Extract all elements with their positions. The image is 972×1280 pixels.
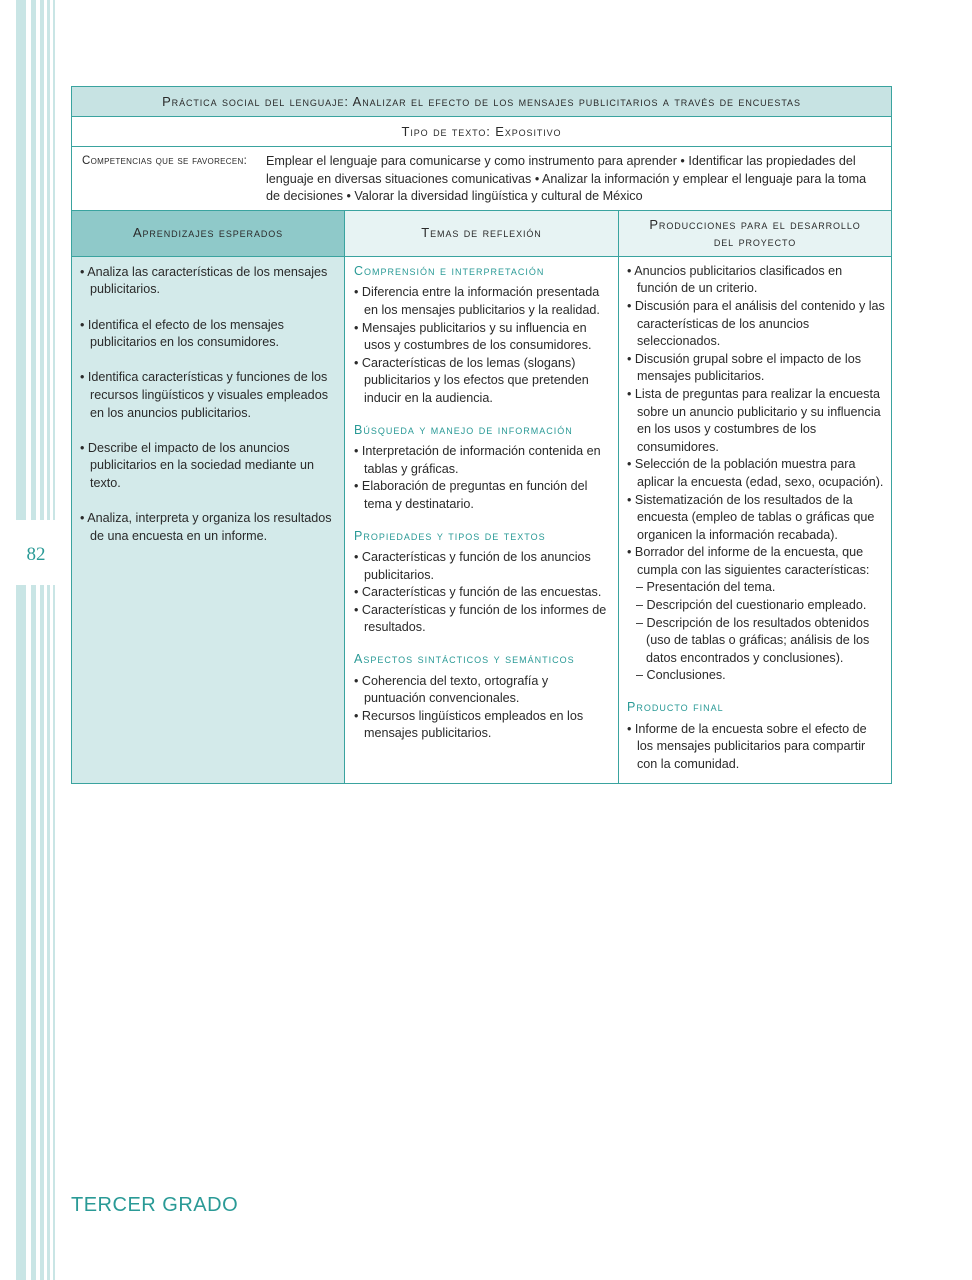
list-item: • Elaboración de preguntas en función del tema y destinatario. — [354, 478, 612, 513]
header-aprendizajes: Aprendizajes esperados — [72, 210, 345, 256]
decorative-stripe — [40, 585, 44, 1280]
list-item: • Características y función de las encuestas. — [354, 584, 612, 602]
decorative-stripe — [53, 0, 55, 520]
decorative-stripe — [16, 0, 26, 520]
list-item: • Discusión para el análisis del contenido y las características de los anuncios seleccionados. — [627, 298, 885, 351]
decorative-stripe — [16, 585, 26, 1280]
list-item: • Sistematización de los resultados de la encuesta (empleo de tablas o gráficas que organicen la información recabada). — [627, 492, 885, 545]
decorative-stripe — [53, 585, 55, 1280]
practica-social: Práctica social del lenguaje: Analizar el efecto de los mensajes publicitarios a través de encuestas — [72, 87, 892, 117]
list-item: • Describe el impacto de los anuncios publicitarios en la sociedad mediante un texto. — [80, 440, 338, 493]
footer-grade: TERCER GRADO — [71, 1194, 239, 1216]
sub-item: – Descripción de los resultados obtenidos (uso de tablas o gráficas; análisis de los datos encontrados y conclusiones). — [627, 615, 885, 668]
list-item: • Analiza, interpreta y organiza los resultados de una encuesta en un informe. — [80, 510, 338, 545]
list-item: • Analiza las características de los mensajes publicitarios. — [80, 264, 338, 299]
list-item: • Interpretación de información contenida en tablas y gráficas. — [354, 443, 612, 478]
list-item: • Anuncios publicitarios clasificados en función de un criterio. — [627, 263, 885, 298]
section-title: Producto final — [627, 700, 724, 715]
decorative-stripe — [47, 0, 50, 520]
list-item: • Recursos lingüísticos empleados en los mensajes publicitarios. — [354, 708, 612, 743]
list-item: • Características y función de los informes de resultados. — [354, 602, 612, 637]
section-title: Búsqueda y manejo de información — [354, 422, 573, 437]
section-title: Propiedades y tipos de textos — [354, 528, 546, 543]
sub-item: – Presentación del tema. — [627, 579, 885, 597]
list-item: • Selección de la población muestra para aplicar la encuesta (edad, sexo, ocupación). — [627, 456, 885, 491]
temas-column — [345, 256, 619, 784]
header-temas: Temas de reflexión — [345, 210, 619, 256]
sub-item: – Descripción del cuestionario empleado. — [627, 597, 885, 615]
program-table — [71, 86, 892, 784]
list-item: • Identifica el efecto de los mensajes publicitarios en los consumidores. — [80, 317, 338, 352]
sub-item: – Conclusiones. — [627, 667, 885, 685]
list-item: • Identifica características y funciones de los recursos lingüísticos y visuales empleados en los anuncios publicitarios. — [80, 369, 338, 422]
competencias-label: Competencias que se favorecen: — [82, 155, 248, 167]
section-title: Comprensión e interpretación — [354, 263, 545, 278]
section-title: Aspectos sintácticos y semánticos — [354, 652, 575, 667]
decorative-stripe — [47, 585, 50, 1280]
tipo-texto: Tipo de texto: Expositivo — [72, 117, 892, 147]
list-item: • Mensajes publicitarios y su influencia en usos y costumbres de los consumidores. — [354, 320, 612, 355]
list-item: • Diferencia entre la información presentada en los mensajes publicitarios y la realidad. — [354, 284, 612, 319]
list-item: • Coherencia del texto, ortografía y puntuación convencionales. — [354, 673, 612, 708]
aprendizajes-column — [72, 256, 345, 784]
competencias-text: Emplear el lenguaje para comunicarse y como instrumento para aprender • Identificar las propiedades del lenguaje en diversas situaciones comunicativas • Analizar la información y emplear el lenguaje para la toma de decisiones • Valorar la diversidad lingüística y cultural de México — [266, 154, 867, 204]
producciones-column — [619, 256, 892, 784]
page-number: 82 — [26, 544, 46, 565]
decorative-stripe — [31, 585, 36, 1280]
list-item: • Características y función de los anuncios publicitarios. — [354, 549, 612, 584]
decorative-stripe — [40, 0, 44, 520]
list-item: • Borrador del informe de la encuesta, que cumpla con las siguientes características: — [627, 544, 885, 579]
list-item: • Lista de preguntas para realizar la encuesta sobre un anuncio publicitario y su influencia en los usos y costumbres de los consumidores. — [627, 386, 885, 456]
list-item: • Características de los lemas (slogans) publicitarios y los efectos que pretenden inducir en la audiencia. — [354, 355, 612, 408]
header-producciones: Producciones para el desarrollo del proyecto — [619, 210, 892, 256]
list-item: • Informe de la encuesta sobre el efecto de los mensajes publicitarios para compartir con la comunidad. — [627, 721, 885, 774]
list-item: • Discusión grupal sobre el impacto de los mensajes publicitarios. — [627, 351, 885, 386]
competencias — [72, 147, 892, 211]
decorative-stripe — [31, 0, 36, 520]
